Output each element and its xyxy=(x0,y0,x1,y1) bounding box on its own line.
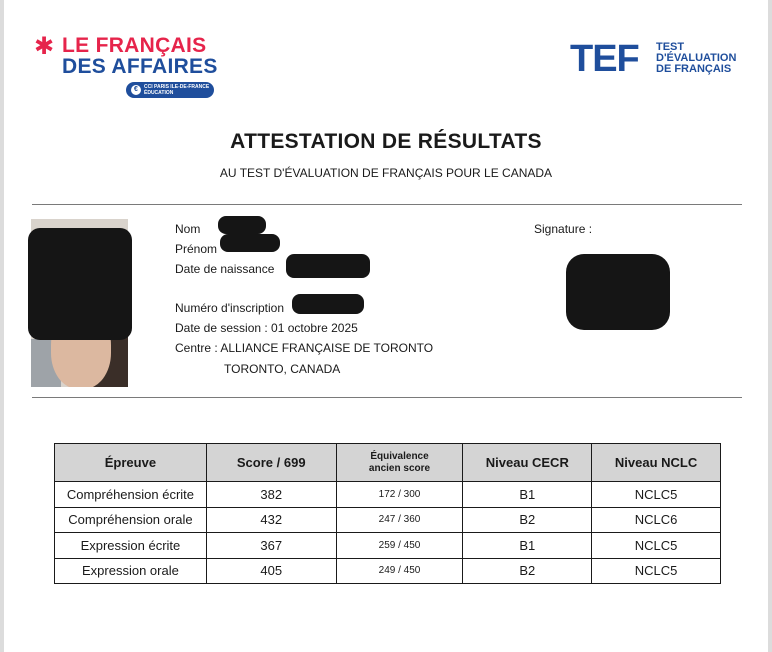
cell-epreuve: Compréhension écrite xyxy=(55,482,207,508)
cell-epreuve: Compréhension orale xyxy=(55,507,207,533)
cell-cecr: B2 xyxy=(463,558,592,584)
cell-equivalence: 249 / 450 xyxy=(336,558,463,584)
header-equivalence xyxy=(336,444,463,482)
tef-logo-text xyxy=(656,42,736,75)
table-row xyxy=(55,533,721,559)
cell-cecr: B1 xyxy=(463,482,592,508)
cell-score: 367 xyxy=(206,533,336,559)
cell-cecr: B1 xyxy=(463,533,592,559)
session-date: Date de session : 01 octobre 2025 xyxy=(175,321,358,335)
photo-redaction xyxy=(28,228,132,340)
header-nclc: Niveau NCLC xyxy=(592,444,721,482)
cell-cecr: B2 xyxy=(463,507,592,533)
signature-redaction xyxy=(566,254,670,330)
header-epreuve: Épreuve xyxy=(55,444,207,482)
divider-top xyxy=(32,204,742,205)
prenom-redaction xyxy=(220,234,280,252)
document-title: ATTESTATION DE RÉSULTATS xyxy=(230,130,542,153)
naissance-redaction xyxy=(286,254,370,278)
nom-label: Nom xyxy=(175,222,201,236)
logo-line2: DES AFFAIRES xyxy=(62,55,218,78)
cell-score: 432 xyxy=(206,507,336,533)
header-score: Score / 699 xyxy=(206,444,336,482)
table-row xyxy=(55,482,721,508)
table-header-row xyxy=(55,444,721,482)
table-row xyxy=(55,558,721,584)
cell-nclc: NCLC6 xyxy=(592,507,721,533)
inscription-label: Numéro d'inscription xyxy=(175,301,285,315)
cell-equivalence: 172 / 300 xyxy=(336,482,463,508)
cell-nclc: NCLC5 xyxy=(592,533,721,559)
cci-badge xyxy=(126,82,214,98)
cell-equivalence: 259 / 450 xyxy=(336,533,463,559)
cell-score: 382 xyxy=(206,482,336,508)
header-equivalence-line: Équivalence xyxy=(370,450,429,462)
nom-redaction xyxy=(218,216,266,234)
cell-epreuve: Expression orale xyxy=(55,558,207,584)
signature-label: Signature : xyxy=(534,222,593,236)
document-page xyxy=(4,0,768,652)
tef-logo-big: TEF xyxy=(570,38,639,80)
asterisk-star-icon: ✱ xyxy=(34,33,55,60)
logo-line1: LE FRANÇAIS xyxy=(62,34,207,57)
document-subtitle: AU TEST D'ÉVALUATION DE FRANÇAIS POUR LE CANADA xyxy=(219,166,553,180)
results-table xyxy=(54,443,721,584)
header-equivalence-line: ancien score xyxy=(368,462,431,474)
cell-epreuve: Expression écrite xyxy=(55,533,207,559)
tef-logo-line: DE FRANÇAIS xyxy=(656,63,732,75)
divider-bottom xyxy=(32,397,742,398)
cell-equivalence: 247 / 360 xyxy=(336,507,463,533)
cell-nclc: NCLC5 xyxy=(592,482,721,508)
header-cecr: Niveau CECR xyxy=(463,444,592,482)
cell-nclc: NCLC5 xyxy=(592,558,721,584)
naissance-label: Date de naissance xyxy=(175,262,275,276)
cell-score: 405 xyxy=(206,558,336,584)
cci-badge-text: CCI PARIS ILE-DE-FRANCE ÉDUCATION xyxy=(144,84,210,96)
table-row xyxy=(55,507,721,533)
tef-logo xyxy=(570,38,737,80)
prenom-label: Prénom xyxy=(175,242,218,256)
inscription-redaction xyxy=(292,294,364,314)
centre-line1: Centre : ALLIANCE FRANÇAISE DE TORONTO xyxy=(175,341,434,355)
tef-logo-line: TEST xyxy=(656,41,685,53)
cci-circle-icon: € xyxy=(131,85,141,95)
centre-line2: TORONTO, CANADA xyxy=(224,362,341,376)
tef-logo-line: D'ÉVALUATION xyxy=(656,52,737,64)
